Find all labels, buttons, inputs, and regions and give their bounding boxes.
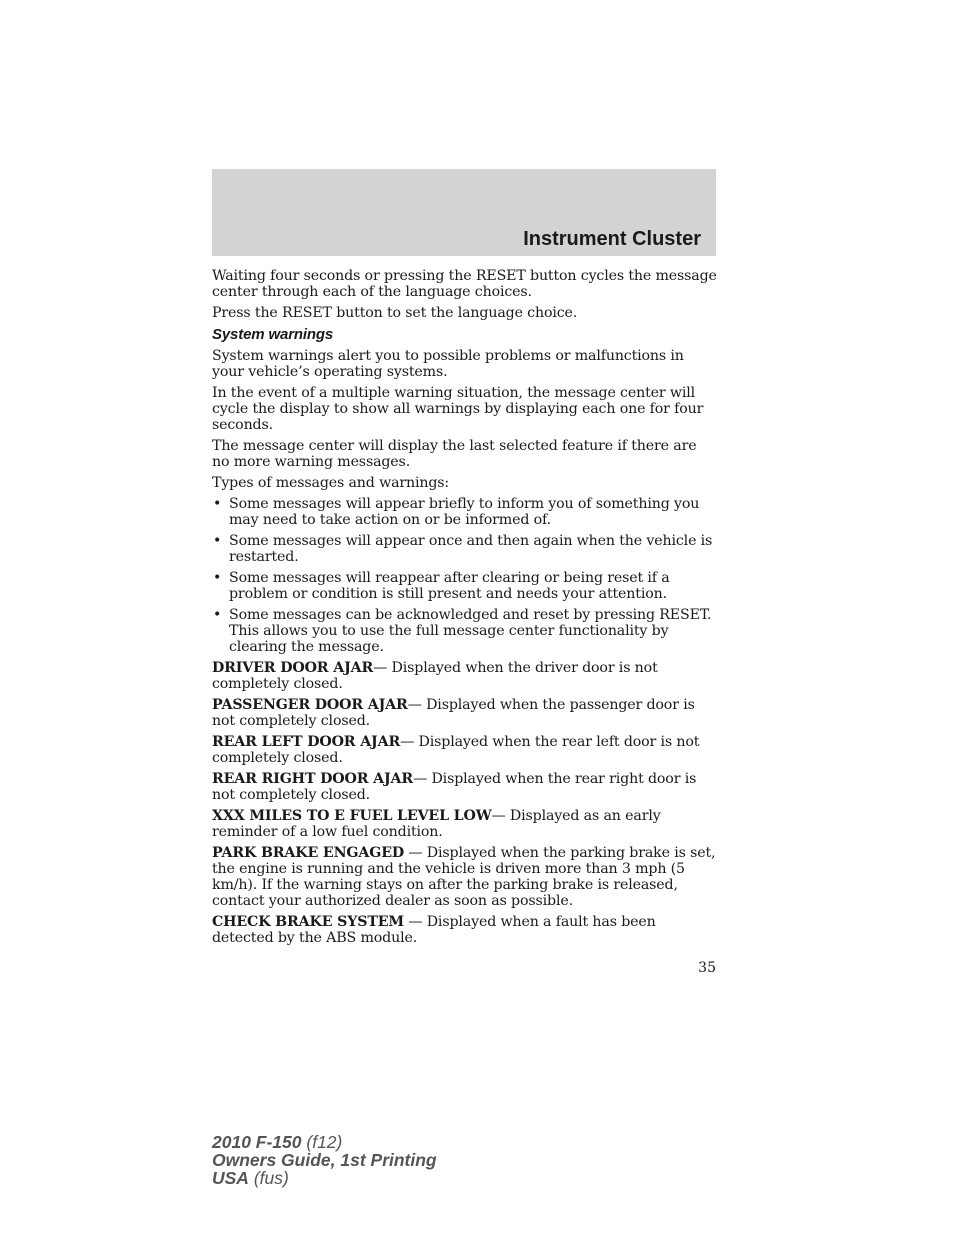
message-entry-check-brake-system <box>212 914 718 946</box>
list-item <box>212 496 718 528</box>
message-description: — Displayed when a fault has been detected by the ABS module. <box>212 914 656 946</box>
list-item-text: Some messages will reappear after clearing or being reset if a problem or condition is still present and needs your attention. <box>229 570 670 602</box>
message-term: CHECK BRAKE SYSTEM <box>212 914 404 930</box>
section-header-band <box>212 169 716 256</box>
message-entry-passenger-door-ajar <box>212 697 718 729</box>
message-entry-fuel-level-low <box>212 808 718 840</box>
message-description: — Displayed when the passenger door is not completely closed. <box>212 697 695 729</box>
document-footer <box>212 1133 437 1187</box>
message-entry-driver-door-ajar <box>212 660 718 692</box>
list-item <box>212 607 718 655</box>
message-entry-park-brake-engaged <box>212 845 718 909</box>
list-item <box>212 533 718 565</box>
message-term: XXX MILES TO E FUEL LEVEL LOW <box>212 808 492 824</box>
intro-paragraph: Press the RESET button to set the language choice. <box>212 305 578 321</box>
list-item-text: Some messages can be acknowledged and reset by pressing RESET. This allows you to use the full message center functionality by clearing the message. <box>229 607 712 655</box>
message-description: — Displayed as an early reminder of a low fuel condition. <box>212 808 661 840</box>
message-term: REAR LEFT DOOR AJAR <box>212 734 401 750</box>
body-paragraph: Types of messages and warnings: <box>212 475 450 491</box>
footer-line-model: 2010 F-150 (f12) <box>212 1132 343 1152</box>
message-description: — Displayed when the rear right door is not completely closed. <box>212 771 697 803</box>
message-entry-rear-left-door-ajar <box>212 734 718 766</box>
list-item-text: Some messages will appear once and then again when the vehicle is restarted. <box>229 533 713 565</box>
message-types-list <box>212 496 718 655</box>
footer-line-market: USA (fus) <box>212 1168 289 1188</box>
section-title: Instrument Cluster <box>523 228 701 250</box>
message-description: — Displayed when the parking brake is set, the engine is running and the vehicle is driven more than 3 mph (5 km/h). If the warning stays on after the parking brake is released, contact your authorized dealer as soon as possible. <box>212 845 716 909</box>
subsection-heading: System warnings <box>212 326 334 343</box>
bullet-icon: • <box>213 533 222 549</box>
message-term: REAR RIGHT DOOR AJAR <box>212 771 414 787</box>
list-item-text: Some messages will appear briefly to inform you of something you may need to take action on or be informed of. <box>229 496 700 528</box>
body-paragraph: The message center will display the last selected feature if there are no more warning messages. <box>212 438 697 470</box>
body-paragraph: System warnings alert you to possible problems or malfunctions in your vehicle’s operating systems. <box>212 348 684 380</box>
page-content <box>212 268 718 951</box>
list-item <box>212 570 718 602</box>
message-term: PASSENGER DOOR AJAR <box>212 697 408 713</box>
page-number: 35 <box>698 960 716 976</box>
message-description: — Displayed when the rear left door is not completely closed. <box>212 734 700 766</box>
message-term: PARK BRAKE ENGAGED <box>212 845 405 861</box>
bullet-icon: • <box>213 570 222 586</box>
message-term: DRIVER DOOR AJAR <box>212 660 374 676</box>
bullet-icon: • <box>213 607 222 623</box>
intro-paragraph: Waiting four seconds or pressing the RESET button cycles the message center through each of the language choices. <box>212 268 717 300</box>
bullet-icon: • <box>213 496 222 512</box>
message-description: — Displayed when the driver door is not completely closed. <box>212 660 658 692</box>
footer-line-edition: Owners Guide, 1st Printing <box>212 1150 437 1170</box>
message-entry-rear-right-door-ajar <box>212 771 718 803</box>
body-paragraph: In the event of a multiple warning situation, the message center will cycle the display to show all warnings by displaying each one for four seconds. <box>212 385 704 433</box>
